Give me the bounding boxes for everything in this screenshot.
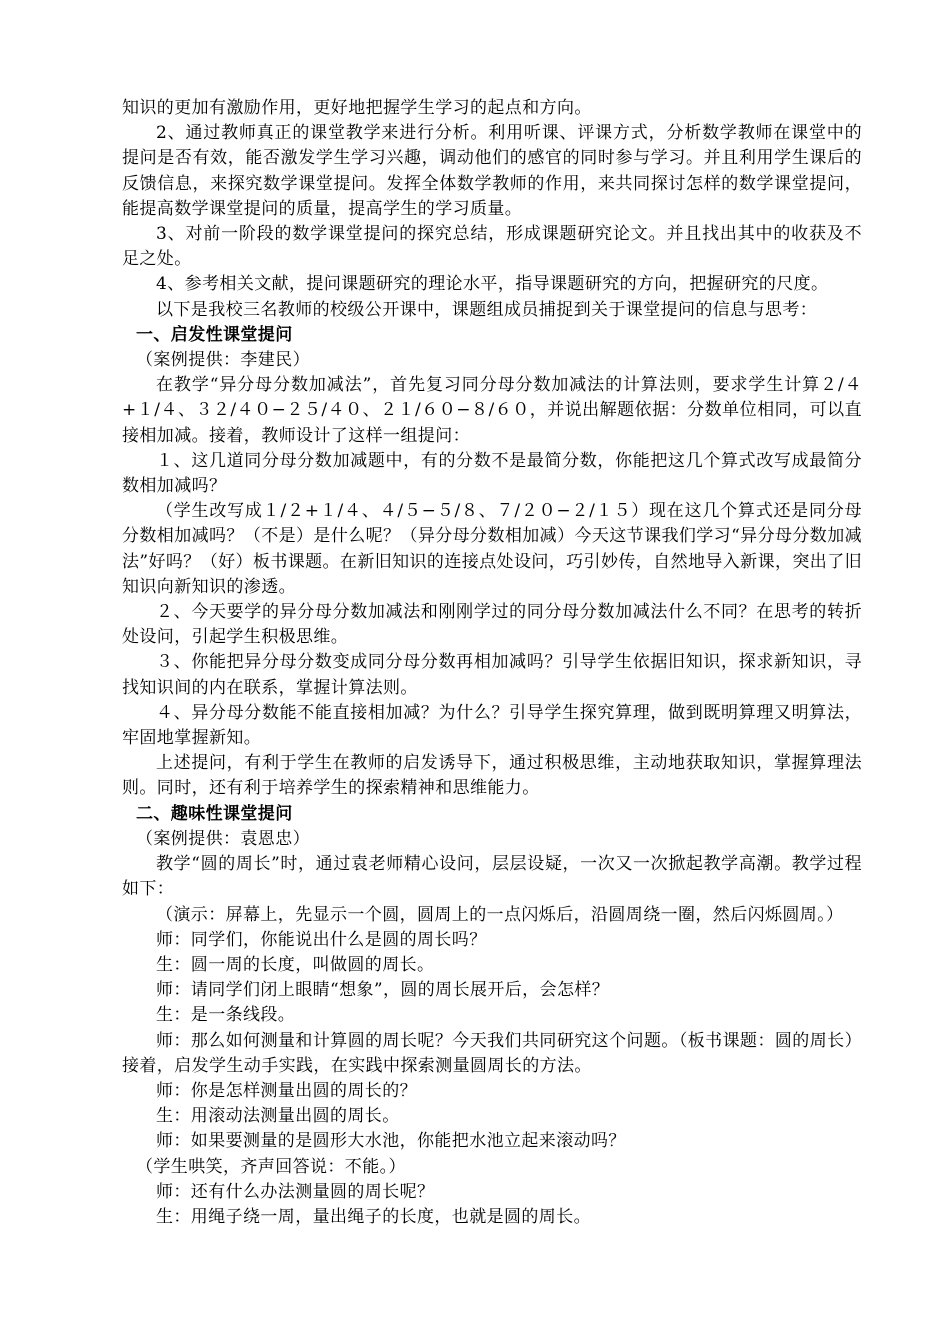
paragraph: 以下是我校三名教师的校级公开课中，课题组成员捕捉到关于课堂提问的信息与思考： — [156, 299, 818, 320]
dialogue-line: 师：还有什么办法测量圆的周长呢？ — [156, 1181, 435, 1202]
section-heading: 二、趣味性课堂提问 — [136, 803, 293, 824]
paragraph: 上述提问，有利于学生在教师的启发诱导下，通过积极思维，主动地获取知识，掌握算理法则。同时，还有利于培养学生的探索精神和思维能力。 — [122, 753, 862, 799]
paragraph: 教学“圆的周长”时，通过袁老师精心设问，层层设疑，一次又一次掀起教学高潮。教学过程如下： — [122, 854, 862, 900]
paragraph: ３、你能把异分母分数变成同分母分数再相加减吗？引导学生依据旧知识，探求新知识，寻找知识间的内在联系，掌握计算法则。 — [122, 652, 862, 698]
dialogue-line: 师：如果要测量的是圆形大水池，你能把水池立起来滚动吗？ — [156, 1131, 626, 1152]
case-provider: （案例提供：袁恩忠） — [136, 828, 310, 849]
section-heading: 一、启发性课堂提问 — [136, 324, 293, 345]
dialogue-line: 师：你是怎样测量出圆的周长的？ — [156, 1080, 417, 1101]
paragraph: （学生改写成１/２+１/４、４/５−５/８、７/２０−２/１５）现在这几个算式还是同分母分数相加减吗？（不是）是什么呢？（异分母分数相加减）今天这节课我们学习“异分母分数加减法”好吗？（好）板书课题。在新旧知识的连接点处设问，巧引妙传，自然地导入新课，突出了旧知识向新知识的渗透。 — [122, 501, 862, 597]
dialogue-line: 师：同学们，你能说出什么是圆的周长吗？ — [156, 929, 487, 950]
paragraph: 在教学“异分母分数加减法”，首先复习同分母分数加减法的计算法则，要求学生计算２/４+１/４、３２/４０−２５/４０、２１/６０−８/６０，并说出解题依据：分数单位相同，可以直接相加减。接着，教师设计了这样一组提问： — [122, 375, 862, 446]
paragraph: 4、参考相关文献，提问课题研究的理论水平，指导课题研究的方向，把握研究的尺度。 — [156, 274, 829, 295]
paragraph: 知识的更加有激励作用，更好地把握学生学习的起点和方向。 — [122, 98, 592, 118]
dialogue-line: 师：那么如何测量和计算圆的周长呢？今天我们共同研究这个问题。（板书课题：圆的周长）接着，启发学生动手实践，在实践中探索测量圆周长的方法。 — [122, 1030, 862, 1076]
dialogue-line: 生：圆一周的长度，叫做圆的周长。 — [156, 954, 435, 975]
dialogue-line: （学生哄笑，齐声回答说：不能。） — [136, 1156, 406, 1177]
dialogue-line: 生：是一条线段。 — [156, 1005, 296, 1026]
paragraph: （演示：屏幕上，先显示一个圆，圆周上的一点闪烁后，沿圆周绕一圈，然后闪烁圆周。） — [156, 904, 844, 925]
paragraph: 2、通过教师真正的课堂教学来进行分析。利用听课、评课方式，分析数学教师在课堂中的提问是否有效，能否激发学生学习兴趣，调动他们的感官的同时参与学习。并且利用学生课后的反馈信息，来探究数学课堂提问。发挥全体数学教师的作用，来共同探讨怎样的数学课堂提问，能提高数学课堂提问的质量，提高学生的学习质量。 — [122, 123, 862, 219]
paragraph: ２、今天要学的异分母分数加减法和刚刚学过的同分母分数加减法什么不同？在思考的转折处设问，引起学生积极思维。 — [122, 602, 862, 648]
case-provider: （案例提供：李建民） — [136, 350, 310, 371]
paragraph: ４、异分母分数能不能直接相加减？为什么？引导学生探究算理，做到既明算理又明算法，牢固地掌握新知。 — [122, 702, 862, 749]
dialogue-line: 生：用滚动法测量出圆的周长。 — [156, 1106, 400, 1127]
paragraph: 3、对前一阶段的数学课堂提问的探究总结，形成课题研究论文。并且找出其中的收获及不足之处。 — [122, 224, 862, 270]
dialogue-line: 生：用绳子绕一周，量出绳子的长度，也就是圆的周长。 — [156, 1206, 591, 1227]
paragraph: １、这几道同分母分数加减题中，有的分数不是最简分数，你能把这几个算式改写成最简分数相加减吗？ — [122, 450, 862, 497]
dialogue-line: 师：请同学们闭上眼睛“想象”，圆的周长展开后，会怎样？ — [156, 980, 610, 1001]
